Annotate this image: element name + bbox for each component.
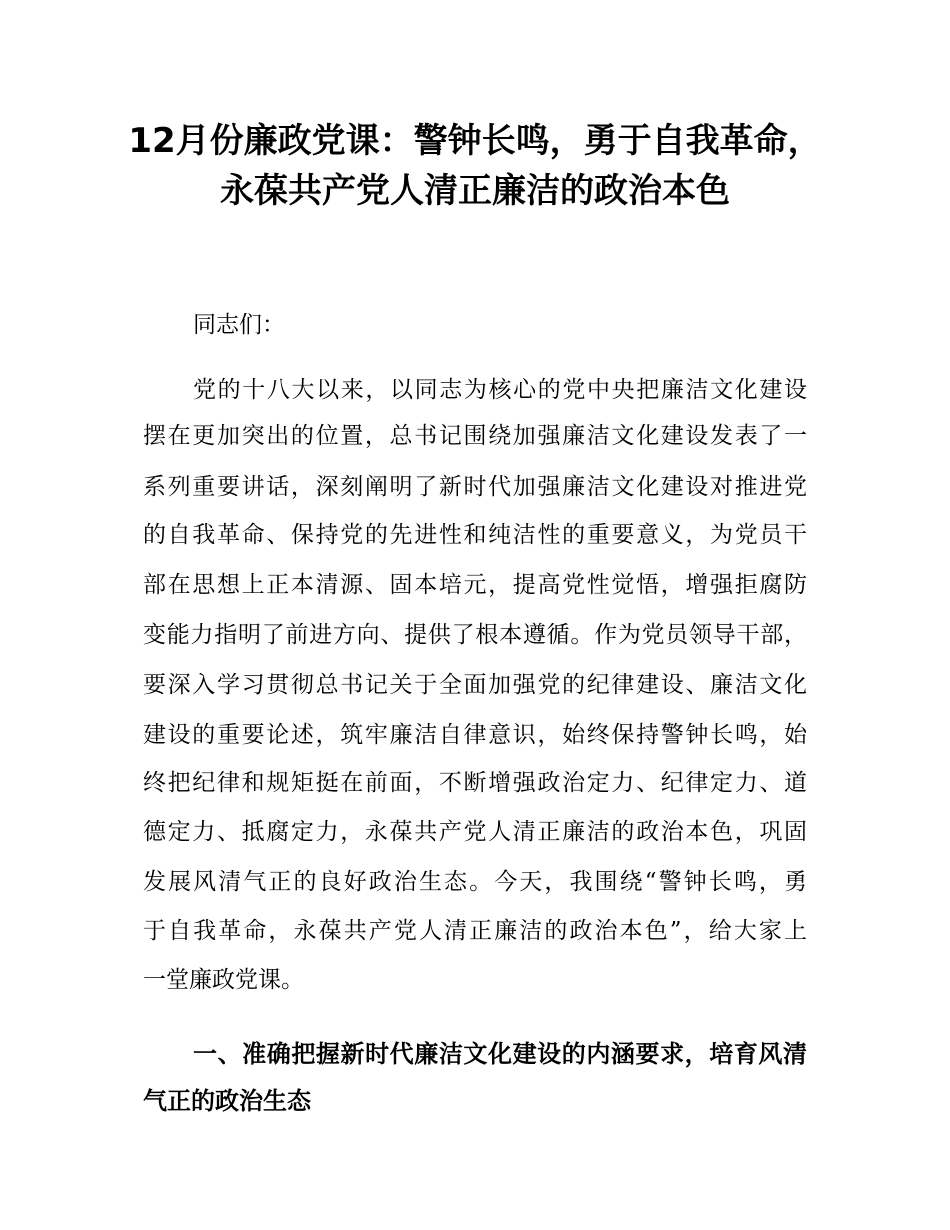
paragraph-line-11: 发展风清气正的良好政治生态。今天，我围绕“警钟长鸣，勇 (143, 869, 807, 895)
document-title-line-2: 永葆共产党人清正廉洁的政治本色 (220, 171, 730, 211)
paragraph-line-3: 系列重要讲话，深刻阐明了新时代加强廉洁文化建设对推进党 (143, 474, 807, 500)
section-heading-line-1: 一、准确把握新时代廉洁文化建设的内涵要求，培育风清 (193, 1040, 807, 1068)
document-title-line-1: 12月份廉政党课：警钟长鸣，勇于自我革命， (128, 121, 822, 161)
section-heading-line-2: 气正的政治生态 (143, 1087, 311, 1115)
paragraph-line-12: 于自我革命，永葆共产党人清正廉洁的政治本色”，给大家上 (143, 918, 807, 944)
paragraph-line-4: 的自我革命、保持党的先进性和纯洁性的重要意义，为党员干 (143, 522, 807, 548)
greeting: 同志们： (193, 312, 285, 338)
paragraph-line-9: 终把纪律和规矩挺在前面，不断增强政治定力、纪律定力、道 (143, 770, 807, 796)
paragraph-line-2: 摆在更加突出的位置，总书记围绕加强廉洁文化建设发表了一 (143, 423, 807, 449)
paragraph-line-10: 德定力、抵腐定力，永葆共产党人清正廉洁的政治本色，巩固 (143, 819, 807, 845)
paragraph-line-13: 一堂廉政党课。 (143, 967, 304, 993)
paragraph-line-7: 要深入学习贯彻总书记关于全面加强党的纪律建设、廉洁文化 (143, 672, 807, 698)
paragraph-line-1: 党的十八大以来，以同志为核心的党中央把廉洁文化建设 (193, 377, 807, 403)
paragraph-line-5: 部在思想上正本清源、固本培元，提高党性觉悟，增强拒腐防 (143, 572, 807, 598)
paragraph-line-6: 变能力指明了前进方向、提供了根本遵循。作为党员领导干部， (143, 622, 807, 648)
paragraph-line-8: 建设的重要论述，筑牢廉洁自律意识，始终保持警钟长鸣，始 (143, 722, 807, 748)
